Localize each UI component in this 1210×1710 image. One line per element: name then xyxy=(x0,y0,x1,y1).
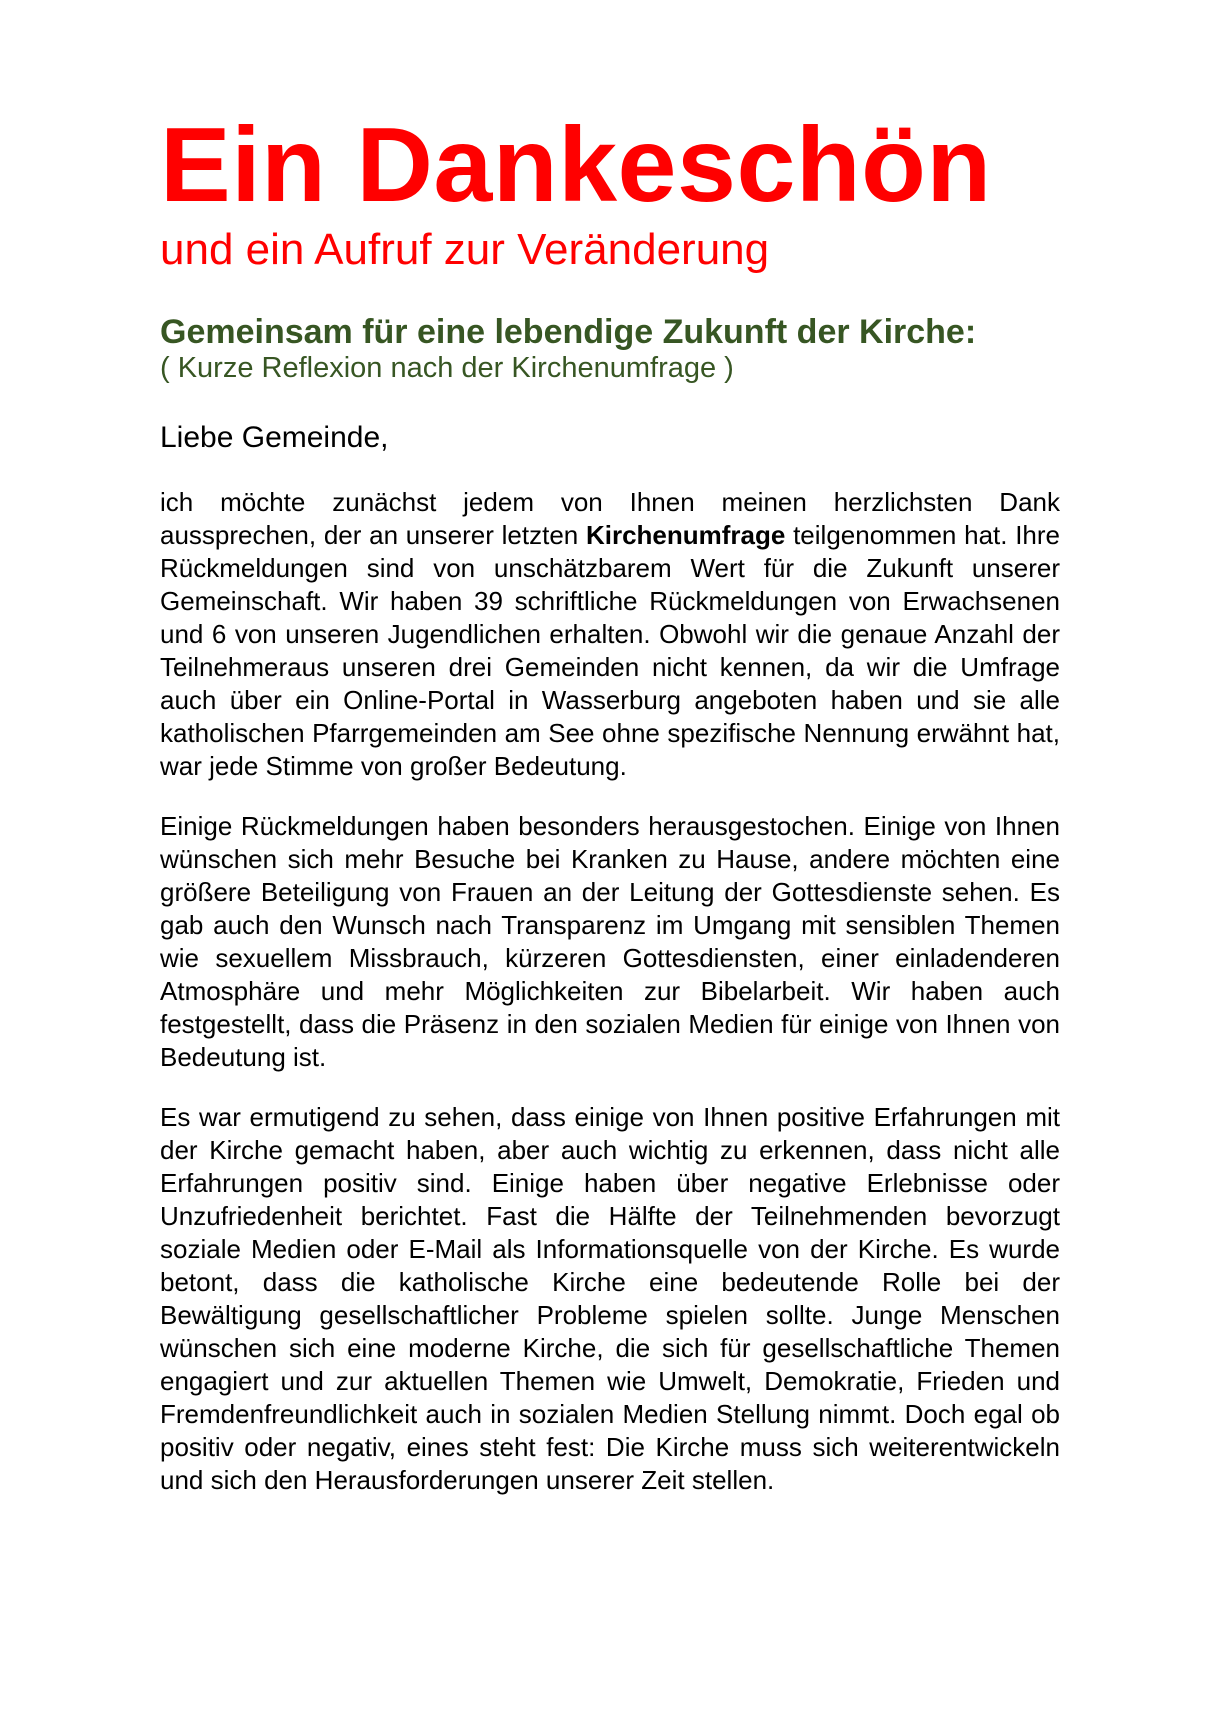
document-subtitle: und ein Aufruf zur Veränderung xyxy=(160,225,770,274)
document-page xyxy=(160,106,1060,1497)
paragraph-1-text-before: ich möchte zunächst jedem von Ihnen meinen herzlichsten Dank aussprechen, der an unserer letzten xyxy=(160,487,1060,551)
paragraph-1 xyxy=(160,486,1060,783)
section-heading: Gemeinsam für eine lebendige Zukunft der Kirche: xyxy=(160,313,977,351)
paragraph-1-text-after: teilgenommen hat. Ihre Rückmeldungen sind von unschätzbarem Wert für die Zukunft unserer Gemeinschaft. Wir haben 39 schriftliche Rückmeldungen von Erwachsenen und 6 von unseren Jugendlichen erhalten. Obwohl wir die genaue Anzahl der Teilnehmeraus unseren drei Gemeinden nicht kennen, da wir die Umfrage auch über ein Online-Portal in Wasserburg angeboten haben und sie alle katholischen Pfarrgemeinden am See ohne spezifische Nennung erwähnt hat, war jede Stimme von großer Bedeutung. xyxy=(160,520,1060,782)
paragraph-1-bold-term: Kirchenumfrage xyxy=(585,520,786,551)
document-title: Ein Dankeschön xyxy=(160,106,992,224)
paragraph-2: Einige Rückmeldungen haben besonders herausgestochen. Einige von Ihnen wünschen sich mehr Besuche bei Kranken zu Hause, andere möchten eine größere Beteiligung von Frauen an der Leitung der Gottesdienste sehen. Es gab auch den Wunsch nach Transparenz im Umgang mit sensiblen Themen wie sexuellem Missbrauch, kürzeren Gottesdiensten, einer einladenderen Atmosphäre und mehr Möglichkeiten zur Bibelarbeit. Wir haben auch festgestellt, dass die Präsenz in den sozialen Medien für einige von Ihnen von Bedeutung ist. xyxy=(160,811,1060,1073)
paragraph-3: Es war ermutigend zu sehen, dass einige von Ihnen positive Erfahrungen mit der Kirche gemacht haben, aber auch wichtig zu erkennen, dass nicht alle Erfahrungen positiv sind. Einige haben über negative Erlebnisse oder Unzufriedenheit berichtet. Fast die Hälfte der Teilnehmenden bevorzugt soziale Medien oder E-Mail als Informationsquelle von der Kirche. Es wurde betont, dass die katholische Kirche eine bedeutende Rolle bei der Bewältigung gesellschaftlicher Probleme spielen sollte. Junge Menschen wünschen sich eine moderne Kirche, die sich für gesellschaftliche Themen engagiert und zur aktuellen Themen wie Umwelt, Demokratie, Frieden und Fremdenfreundlichkeit auch in sozialen Medien Stellung nimmt. Doch egal ob positiv oder negativ, eines steht fest: Die Kirche muss sich weiterentwickeln und sich den Herausforderungen unserer Zeit stellen. xyxy=(160,1102,1060,1496)
section-heading-note: ( Kurze Reflexion nach der Kirchenumfrage ) xyxy=(160,352,734,385)
salutation: Liebe Gemeinde, xyxy=(160,421,389,455)
